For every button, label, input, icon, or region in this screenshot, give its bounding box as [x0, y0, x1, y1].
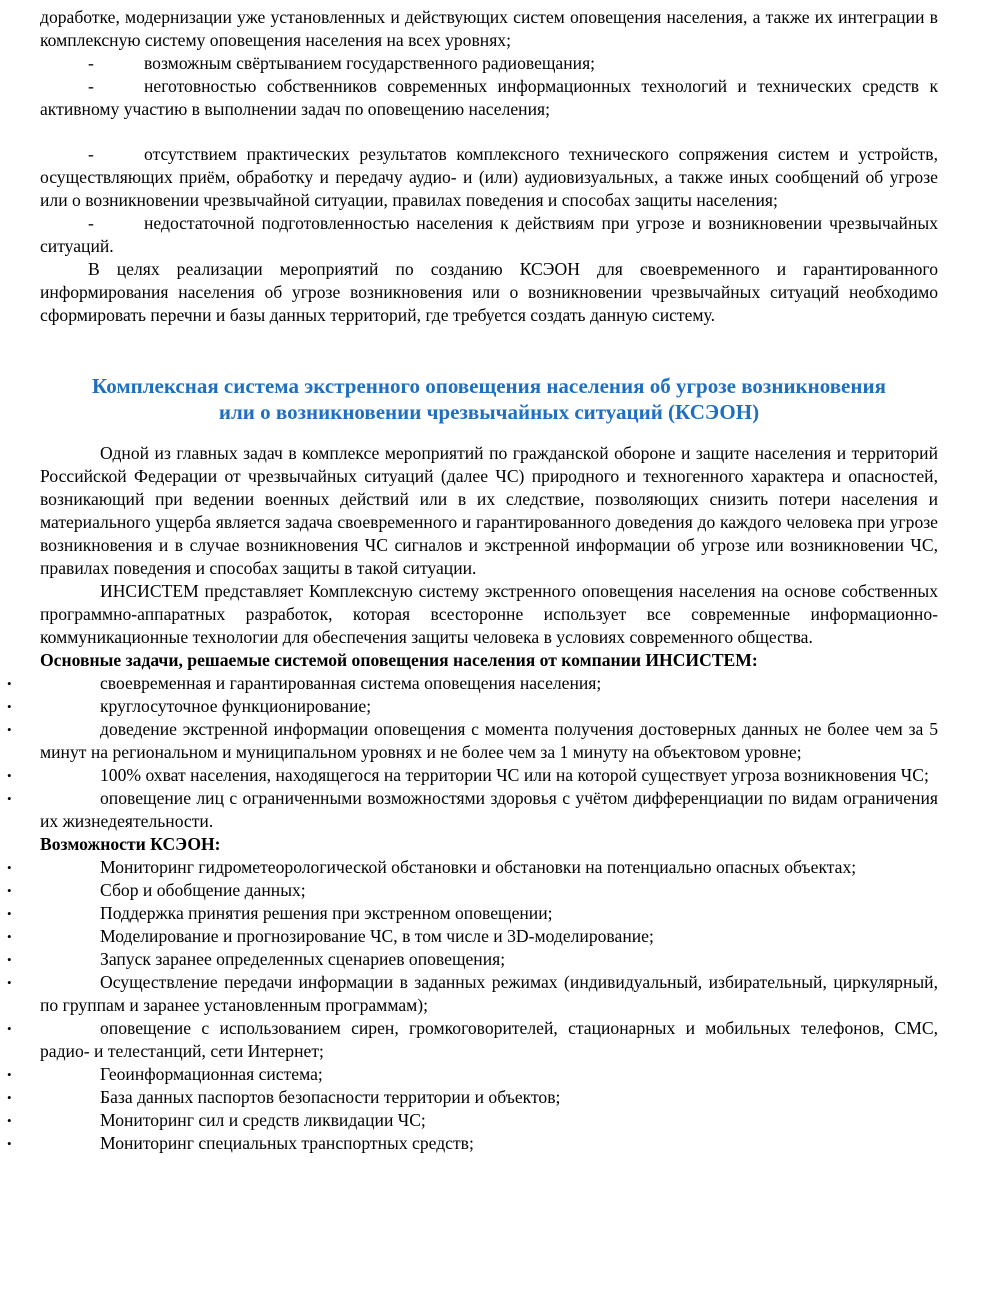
bullet-icon: • — [7, 929, 12, 944]
list-item-text: Поддержка принятия решения при экстренном оповещении; — [100, 903, 553, 923]
dash-marker: - — [88, 144, 94, 164]
bullet-icon: • — [7, 975, 12, 990]
list-item — [7, 764, 938, 787]
list-item — [7, 879, 938, 902]
blank-space — [40, 327, 938, 373]
list-item — [7, 856, 938, 879]
list-item — [7, 902, 938, 925]
bullet-icon: • — [7, 1113, 12, 1128]
section-title-line1: Комплексная система экстренного оповещения населения об угрозе возникновения — [92, 374, 886, 398]
dash-item — [40, 143, 938, 212]
list-item — [7, 971, 938, 1017]
dash-item — [40, 75, 938, 121]
list-item-text: Геоинформационная система; — [100, 1064, 323, 1084]
dash-marker: - — [88, 53, 94, 73]
dash-item — [40, 212, 938, 258]
list-item — [7, 672, 938, 695]
list-item-text: Моделирование и прогнозирование ЧС, в том числе и 3D-моделирование; — [100, 926, 654, 946]
bullet-icon: • — [7, 1067, 12, 1082]
list-item-text: доведение экстренной информации оповещения с момента получения достоверных данных не более чем за 5 минут на региональном и муниципальном уровнях и не более чем за 1 минуту на объектовом уровне; — [40, 719, 938, 762]
section-title — [40, 373, 938, 425]
section-paragraph-2: ИНСИСТЕМ представляет Комплексную систему экстренного оповещения населения на основе собственных программно-аппаратных разработок, которая всесторонне использует все современные информационно-коммуникационные технологии для обеспечения защиты человека в условиях современного общества. — [40, 581, 938, 647]
dash-item-text: неготовностью собственников современных информационных технологий и технических средств к активному участию в выполнении задач по оповещению населения; — [40, 76, 938, 119]
list-item — [7, 925, 938, 948]
list-item-text: Осуществление передачи информации в заданных режимах (индивидуальный, избирательный, циркулярный, по группам и заранее установленным программам); — [40, 972, 938, 1015]
bullet-icon: • — [7, 883, 12, 898]
dash-marker: - — [88, 213, 94, 233]
list-item-text: Мониторинг сил и средств ликвидации ЧС; — [100, 1110, 426, 1130]
bullet-icon: • — [7, 906, 12, 921]
list-item-text: Сбор и обобщение данных; — [100, 880, 306, 900]
list-item — [7, 1109, 938, 1132]
bullet-icon: • — [7, 722, 12, 737]
list-item-text: оповещение с использованием сирен, громкоговорителей, стационарных и мобильных телефонов, СМС, радио- и телестанций, сети Интернет; — [40, 1018, 938, 1061]
bullet-icon: • — [7, 952, 12, 967]
tasks-heading: Основные задачи, решаемые системой оповещения населения от компании ИНСИСТЕМ: — [40, 650, 758, 670]
list-item — [7, 1086, 938, 1109]
list-item-text: 100% охват населения, находящегося на территории ЧС или на которой существует угроза возникновения ЧС; — [100, 765, 929, 785]
dash-marker: - — [88, 76, 94, 96]
bullet-icon: • — [7, 1090, 12, 1105]
section-title-line2: или о возникновении чрезвычайных ситуаций (КСЭОН) — [218, 400, 760, 424]
dash-item-text: отсутствием практических результатов комплексного технического сопряжения систем и устройств, осуществляющих приём, обработку и передачу аудио- и (или) аудиовизуальных, а также иных сообщений об угрозе или о возникновении чрезвычайной ситуации, правилах поведения и способах защиты населения; — [40, 144, 938, 210]
bullet-icon: • — [7, 699, 12, 714]
dash-list-1 — [40, 52, 938, 121]
closing-paragraph: В целях реализации мероприятий по созданию КСЭОН для своевременного и гарантированного информирования населения об угрозе возникновения или о возникновении чрезвычайных ситуаций необходимо сформировать перечни и базы данных территорий, где требуется создать данную систему. — [40, 259, 938, 325]
features-heading: Возможности КСЭОН: — [40, 834, 221, 854]
document-page — [7, 6, 938, 1155]
list-item-text: оповещение лиц с ограниченными возможностями здоровья с учётом дифференциации по видам ограничения их жизнедеятельности. — [40, 788, 938, 831]
list-item-text: Запуск заранее определенных сценариев оповещения; — [100, 949, 506, 969]
features-list — [7, 856, 938, 1155]
list-item-text: База данных паспортов безопасности территории и объектов; — [100, 1087, 561, 1107]
section-paragraph-1: Одной из главных задач в комплексе мероприятий по гражданской обороне и защите населения и территорий Российской Федерации от чрезвычайных ситуаций (далее ЧС) природного и техногенного характера и опасностей, возникающий при ведении военных действий или в их следствие, позволяющих снизить потери населения и материального ущерба является задача своевременного и гарантированного доведения до каждого человека при угрозе возникновения и в случае возникновения ЧС сигналов и экстренной информации об угрозе или возникновении ЧС, правилах поведения и способах защиты в такой ситуации. — [40, 443, 938, 578]
list-item — [7, 695, 938, 718]
blank-line — [40, 121, 938, 143]
tasks-list — [7, 672, 938, 833]
bullet-icon: • — [7, 1021, 12, 1036]
intro-continuation: доработке, модернизации уже установленных и действующих систем оповещения населения, а также их интеграции в комплексную систему оповещения населения на всех уровнях; — [40, 7, 938, 50]
list-item — [7, 1132, 938, 1155]
list-item — [7, 948, 938, 971]
bullet-icon: • — [7, 676, 12, 691]
list-item-text: своевременная и гарантированная система оповещения населения; — [100, 673, 602, 693]
list-item-text: Мониторинг специальных транспортных средств; — [100, 1133, 474, 1153]
list-item-text: круглосуточное функционирование; — [100, 696, 372, 716]
dash-list-2 — [40, 143, 938, 258]
list-item — [7, 1063, 938, 1086]
list-item — [7, 718, 938, 764]
list-item — [7, 1017, 938, 1063]
bullet-icon: • — [7, 860, 12, 875]
bullet-icon: • — [7, 791, 12, 806]
bullet-icon: • — [7, 768, 12, 783]
dash-item-text: недостаточной подготовленностью населения к действиям при угрозе и возникновении чрезвычайных ситуаций. — [40, 213, 938, 256]
list-item-text: Мониторинг гидрометеорологической обстановки и обстановки на потенциально опасных объектах; — [100, 857, 857, 877]
blank-space — [40, 425, 938, 442]
dash-item — [40, 52, 938, 75]
bullet-icon: • — [7, 1136, 12, 1151]
list-item — [7, 787, 938, 833]
dash-item-text: возможным свёртыванием государственного радиовещания; — [144, 53, 596, 73]
